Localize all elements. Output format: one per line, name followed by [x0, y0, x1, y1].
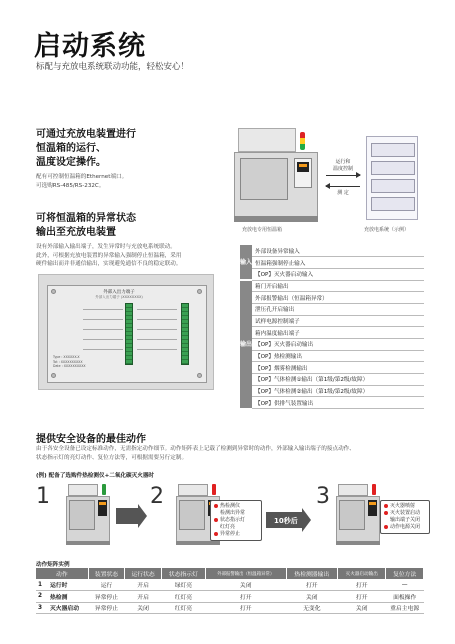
table-row: 箱内温度输出端子 [240, 327, 424, 339]
terminal-block-left [125, 303, 133, 365]
alert-dot-icon [384, 525, 388, 529]
step2-callout: 热检测仪 检测出异常 状态指示灯 红灯亮 异常停止 [210, 500, 262, 541]
table-row: 2 热检测 异常停止 开启 红灯亮 打开 关闭 打开 面板操作 [36, 591, 424, 603]
table-row: 【OP】供排气装置输出 [240, 397, 424, 409]
charge-discharge-rack [366, 136, 418, 220]
timer-label: 10秒后 [274, 517, 298, 525]
screw-icon [51, 373, 56, 378]
step-arrow-icon [116, 508, 138, 524]
table-row: 【OP】热检测输出 [240, 350, 424, 362]
red-lamp-icon [212, 484, 216, 495]
table-row: 恒温箱强制停止输入 [240, 257, 424, 269]
screw-icon [197, 289, 202, 294]
table-row: 输入 外部设备异常输入 [240, 245, 424, 257]
screw-icon [51, 289, 56, 294]
alert-dot-icon [384, 511, 388, 515]
red-lamp-icon [372, 484, 376, 495]
chamber-step3-illustration [336, 484, 380, 546]
table-header-row: 动作 装置状态 运行状态 状态指示灯 外部报警输出（恒温箱异常） 热检测器输出 灭火器启动输出 复位方法 [36, 568, 424, 579]
arrow-bottom-label: 测 定 [337, 190, 349, 196]
page-title: 启动系统 [34, 31, 146, 62]
terminal-board-footer: Type : XXXXXX-X Tot : XXXXXXXXXX Date : XXXXXXXXXX [53, 355, 86, 368]
table-row: 外部报警输出（恒温箱异常） [240, 292, 424, 304]
connection-arrows [324, 158, 362, 208]
chamber-illustration [232, 128, 322, 224]
step-number-3: 3 [316, 484, 330, 509]
action-matrix-table [36, 568, 424, 614]
alert-dot-icon [214, 504, 218, 508]
section1-heading: 可通过充放电装置进行 恒温箱的运行、 温度设定操作。 [36, 129, 136, 168]
step-number-1: 1 [36, 484, 50, 509]
section2-text: 设有外部输入输出端子，发生异常时与充放电系统联动。 此外，可根据充放电装置的异常输入强制停止恒温箱，采用 硬件输出而并非通信输出，实现避免通信不良的稳定联动。 [36, 244, 182, 268]
green-lamp-icon [102, 484, 106, 495]
chamber-caption: 充放电专用恒温箱 [242, 227, 283, 233]
signal-tower-icon [300, 132, 305, 150]
chamber-system-diagram [232, 128, 422, 236]
section3-text: 由于各安全设备已设定标准动作，无需指定动作细节。动作矩阵表上记载了检测到异常时的动作，外部输入输出端子的接点动作、 状态指示灯的亮灯动作、复位方法等，可根据需要另行定制。 [36, 446, 355, 461]
matrix-title: 动作矩阵实例 [36, 562, 70, 568]
control-screen-icon [297, 162, 309, 172]
output-group-label: 输出 [240, 280, 252, 409]
arrow-top-label: 运行和 温度控制 [332, 159, 353, 172]
screw-icon [197, 373, 202, 378]
example-title: (例) 配备了选购件热检测仪+二氧化碳灭火器时 [36, 473, 155, 479]
page-subtitle: 标配与充放电系统联动功能，轻松安心！ [36, 62, 190, 72]
step3-callout: 灭火器喷射 灭火装置启动 输出端子关闭 动作电源关闭 [380, 500, 430, 534]
terminal-board-subtitle: 外部入出力端子 (XXXXXXXX) [95, 295, 143, 299]
terminal-block-right [181, 303, 189, 365]
table-row: 1 运行时 运行 开启 绿灯亮 关闭 打开 打开 — [36, 579, 424, 591]
alert-dot-icon [214, 532, 218, 536]
input-group-label: 输入 [240, 245, 252, 280]
table-row: 试样电源控制端子 [240, 315, 424, 327]
section1-text: 配有可控制恒温箱的Ethernet端口。 可选购RS-485/RS-232C。 [36, 174, 128, 189]
terminal-board-photo [38, 274, 214, 390]
table-row: 【OP】烟雾检测输出 [240, 362, 424, 374]
section3-title: 提供安全设备的最佳动作 [36, 434, 146, 445]
table-row: 【OP】灭火器启动输入 [240, 268, 424, 280]
table-row: 泄压孔开启输出 [240, 303, 424, 315]
right-arrow-icon [326, 175, 360, 176]
step-number-2: 2 [150, 484, 164, 509]
io-signal-table [240, 245, 424, 410]
table-row: 【OP】气体检测①输出（第1级/第2级/故障） [240, 374, 424, 386]
section2-heading: 可将恒温箱的异常状态 输出至充放电装置 [36, 213, 136, 238]
left-arrow-icon [326, 186, 360, 187]
terminal-board-title: 外部入出力端子 [103, 290, 135, 295]
alert-dot-icon [384, 504, 388, 508]
rack-caption: 充放电系统（示例） [364, 227, 410, 233]
table-row: 【OP】气体检测②输出（第1级/第2级/故障） [240, 385, 424, 397]
alert-dot-icon [214, 518, 218, 522]
table-row: 3 灭火器启动 异常停止 关闭 红灯亮 打开 无变化 关闭 重启主电源 [36, 602, 424, 614]
chamber-step1-illustration [66, 484, 110, 546]
table-row: 输出 箱门开启输出 [240, 280, 424, 292]
table-row: 【OP】灭火器启动输出 [240, 339, 424, 351]
